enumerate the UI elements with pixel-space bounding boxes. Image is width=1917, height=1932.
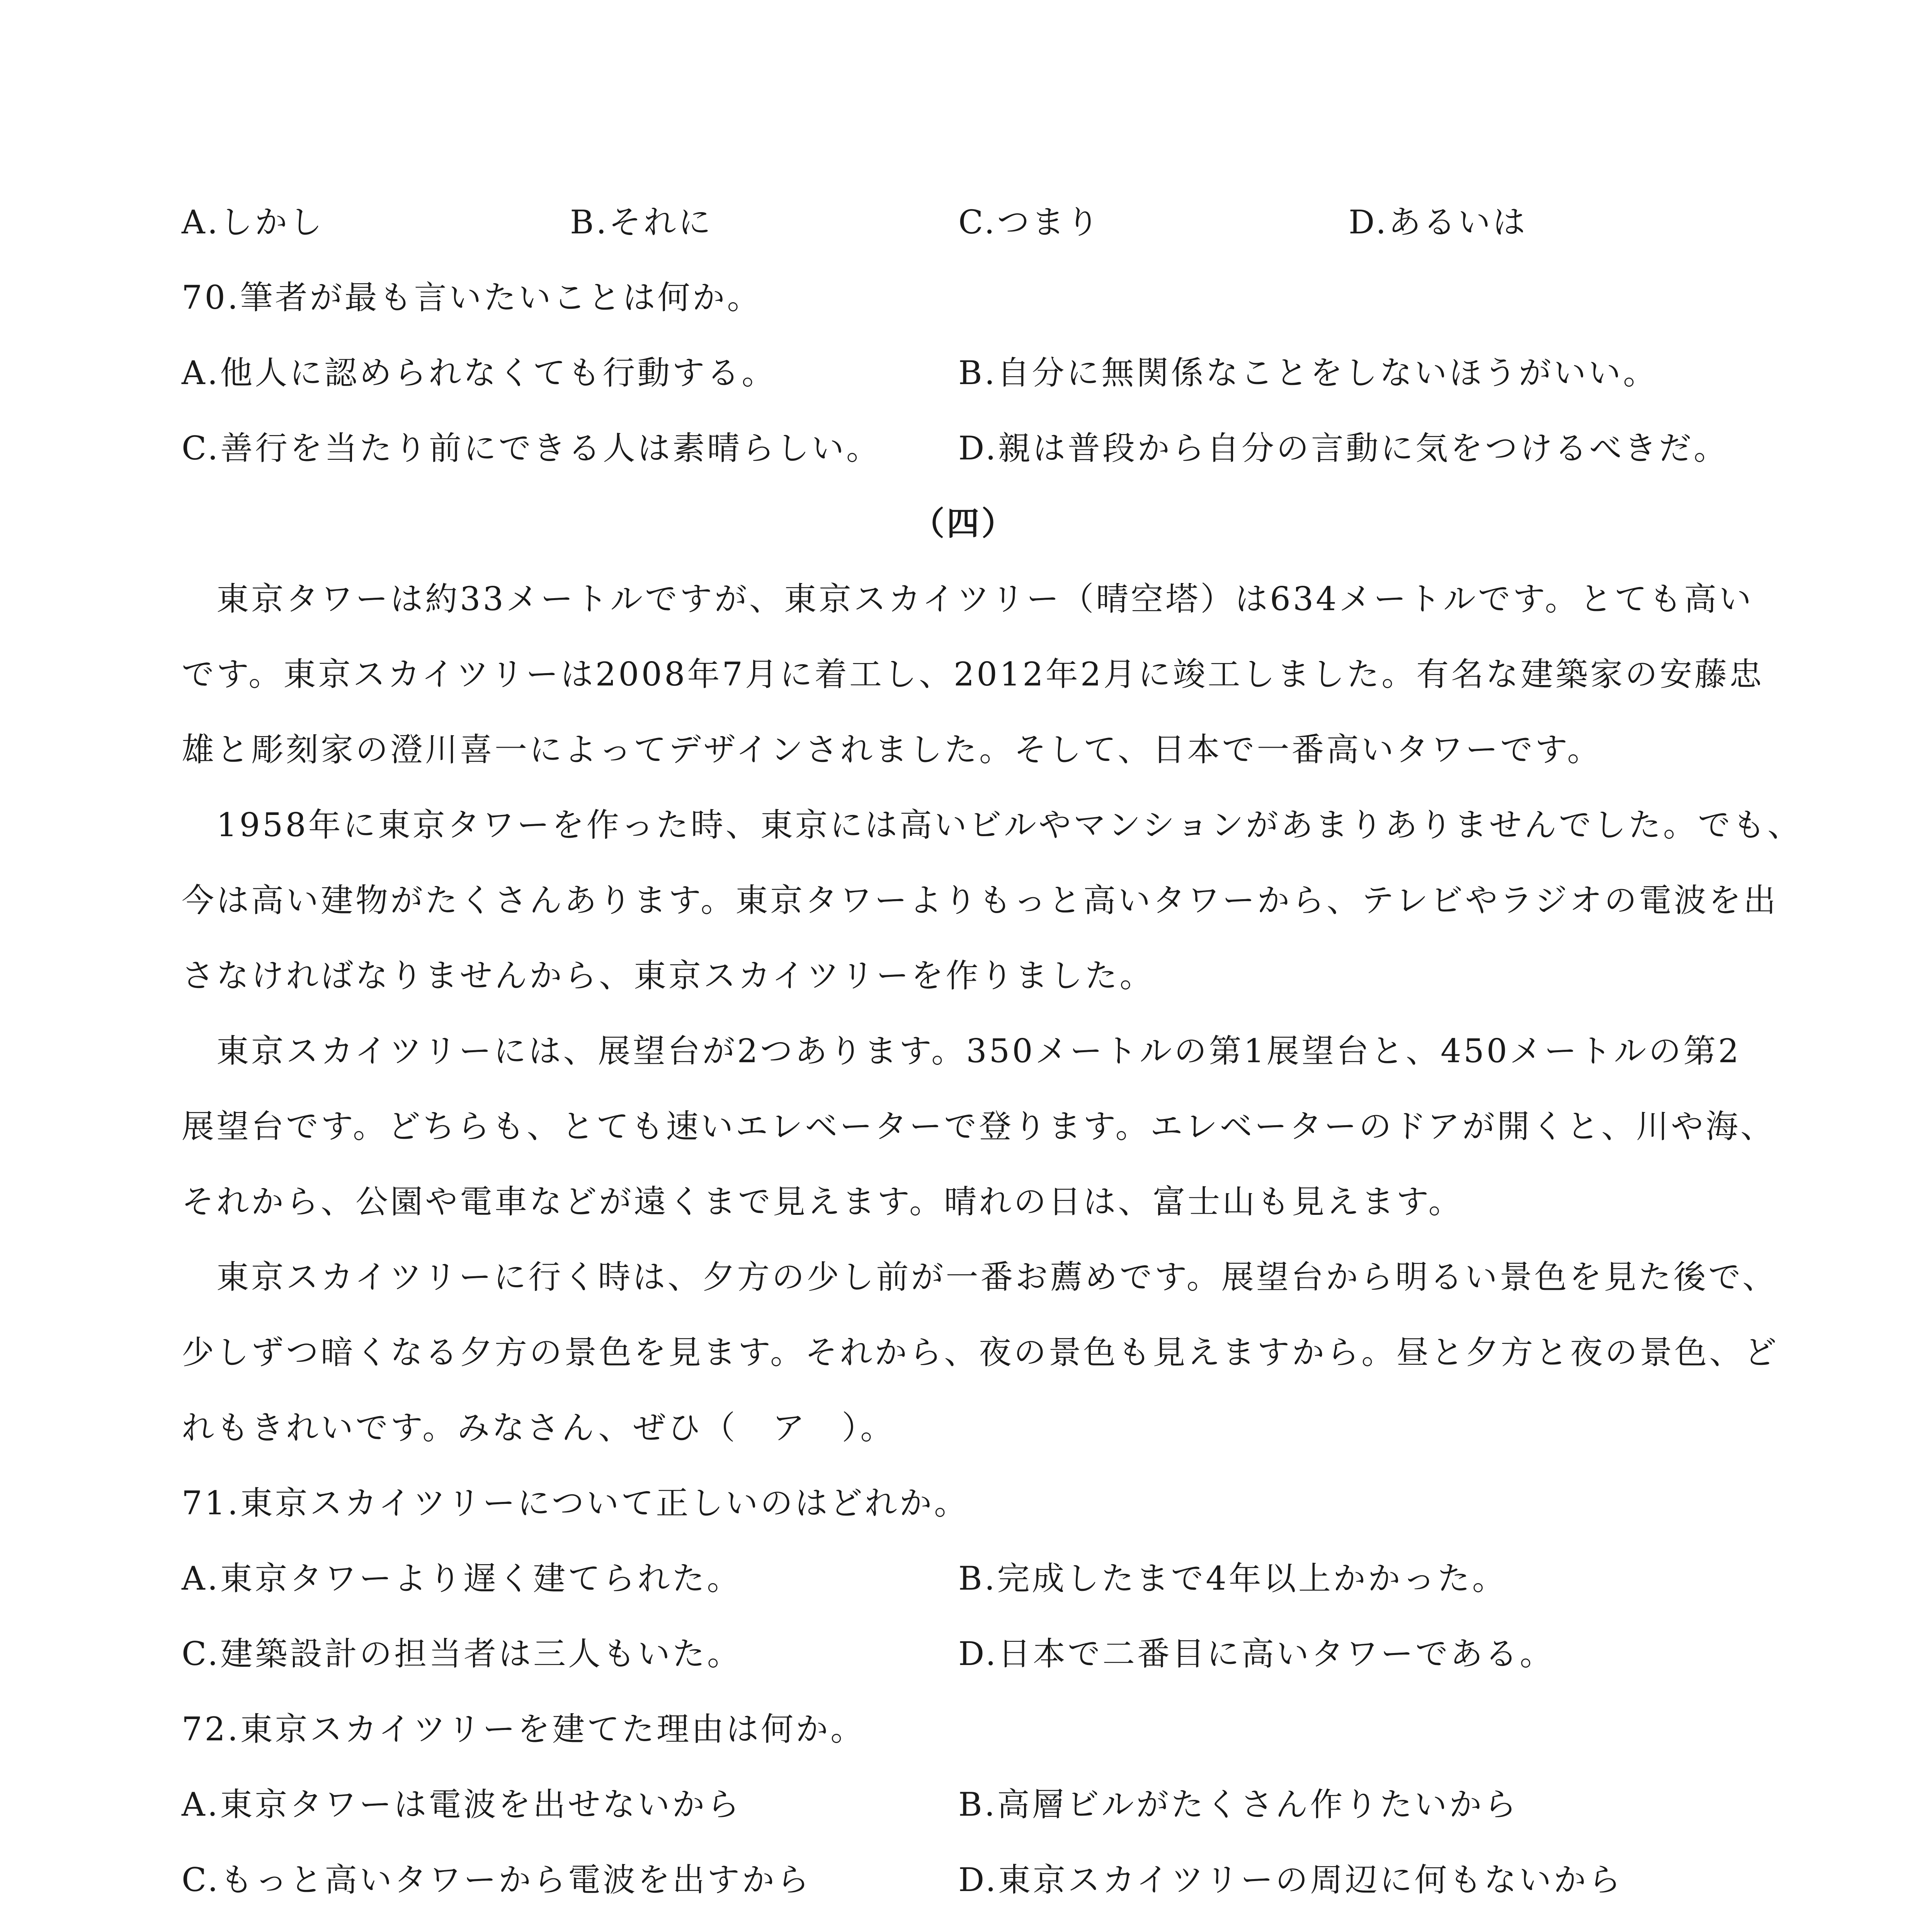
q71-option-a: A.東京タワーより遅く建てられた。 — [182, 1560, 742, 1597]
passage-line: です。東京スカイツリーは2008年7月に着工し、2012年2月に竣工しました。有名な建築家の安藤忠 — [182, 655, 1764, 693]
passage-line: 今は高い建物がたくさんあります。東京タワーよりもっと高いタワーから、テレビやラジオの電波を出 — [182, 881, 1778, 919]
passage-line: 東京スカイツリーに行く時は、夕方の少し前が一番お薦めです。展望台から明るい景色を見た後で、 — [216, 1258, 1778, 1296]
q72-option-d: D.東京スカイツリーの周辺に何もないから — [958, 1861, 1623, 1899]
passage-line: れもきれいです。みなさん、ぜひ（ ア ）。 — [182, 1409, 895, 1447]
q71-question: 71.東京スカイツリーについて正しいのはどれか。 — [182, 1484, 969, 1522]
passage-line: さなければなりませんから、東京スカイツリーを作りました。 — [182, 957, 1155, 995]
q70-option-a: A.他人に認められなくても行動する。 — [182, 354, 777, 392]
q71-option-d: D.日本で二番目に高いタワーである。 — [958, 1635, 1555, 1673]
q69-option-d: D.あるいは — [1349, 203, 1528, 241]
passage-line: それから、公園や電車などが遠くまで見えます。晴れの日は、富士山も見えます。 — [182, 1183, 1463, 1221]
passage-line: 少しずつ暗くなる夕方の景色を見ます。それから、夜の景色も見えますから。昼と夕方と夜の景色、ど — [182, 1333, 1779, 1371]
section-heading: （四） — [912, 505, 1017, 543]
q69-option-a: A.しかし — [182, 203, 325, 241]
passage-line: 東京タワーは約33メートルですが、東京スカイツリー（晴空塔）は634メートルです。とても高い — [216, 580, 1754, 618]
q69-option-b: B.それに — [570, 203, 713, 241]
q71-option-c: C.建築設計の担当者は三人もいた。 — [182, 1635, 742, 1673]
q72-option-c: C.もっと高いタワーから電波を出すから — [182, 1861, 811, 1899]
q72-option-a: A.東京タワーは電波を出せないから — [182, 1786, 742, 1823]
passage-line: 1958年に東京タワーを作った時、東京には高いビルやマンションがあまりありませんでした。でも、 — [216, 806, 1802, 844]
q70-option-b: B.自分に無関係なことをしないほうがいい。 — [958, 354, 1658, 392]
q71-option-b: B.完成したまで4年以上かかった。 — [958, 1560, 1507, 1597]
q70-question: 70.筆者が最も言いたいことは何か。 — [182, 279, 762, 316]
passage-line: 東京スカイツリーには、展望台が2つあります。350メートルの第1展望台と、450メートルの第2 — [216, 1032, 1741, 1070]
q70-option-d: D.親は普段から自分の言動に気をつけるべきだ。 — [958, 429, 1729, 467]
passage-line: 雄と彫刻家の澄川喜一によってデザインされました。そして、日本で一番高いタワーです。 — [182, 731, 1602, 769]
passage-line: 展望台です。どちらも、とても速いエレベーターで登ります。エレベーターのドアが開くと、川や海、 — [182, 1107, 1776, 1145]
q72-question: 72.東京スカイツリーを建てた理由は何か。 — [182, 1710, 866, 1748]
q72-option-b: B.高層ビルがたくさん作りたいから — [958, 1786, 1519, 1823]
q70-option-c: C.善行を当たり前にできる人は素晴らしい。 — [182, 429, 881, 467]
q69-option-c: C.つまり — [958, 203, 1101, 241]
